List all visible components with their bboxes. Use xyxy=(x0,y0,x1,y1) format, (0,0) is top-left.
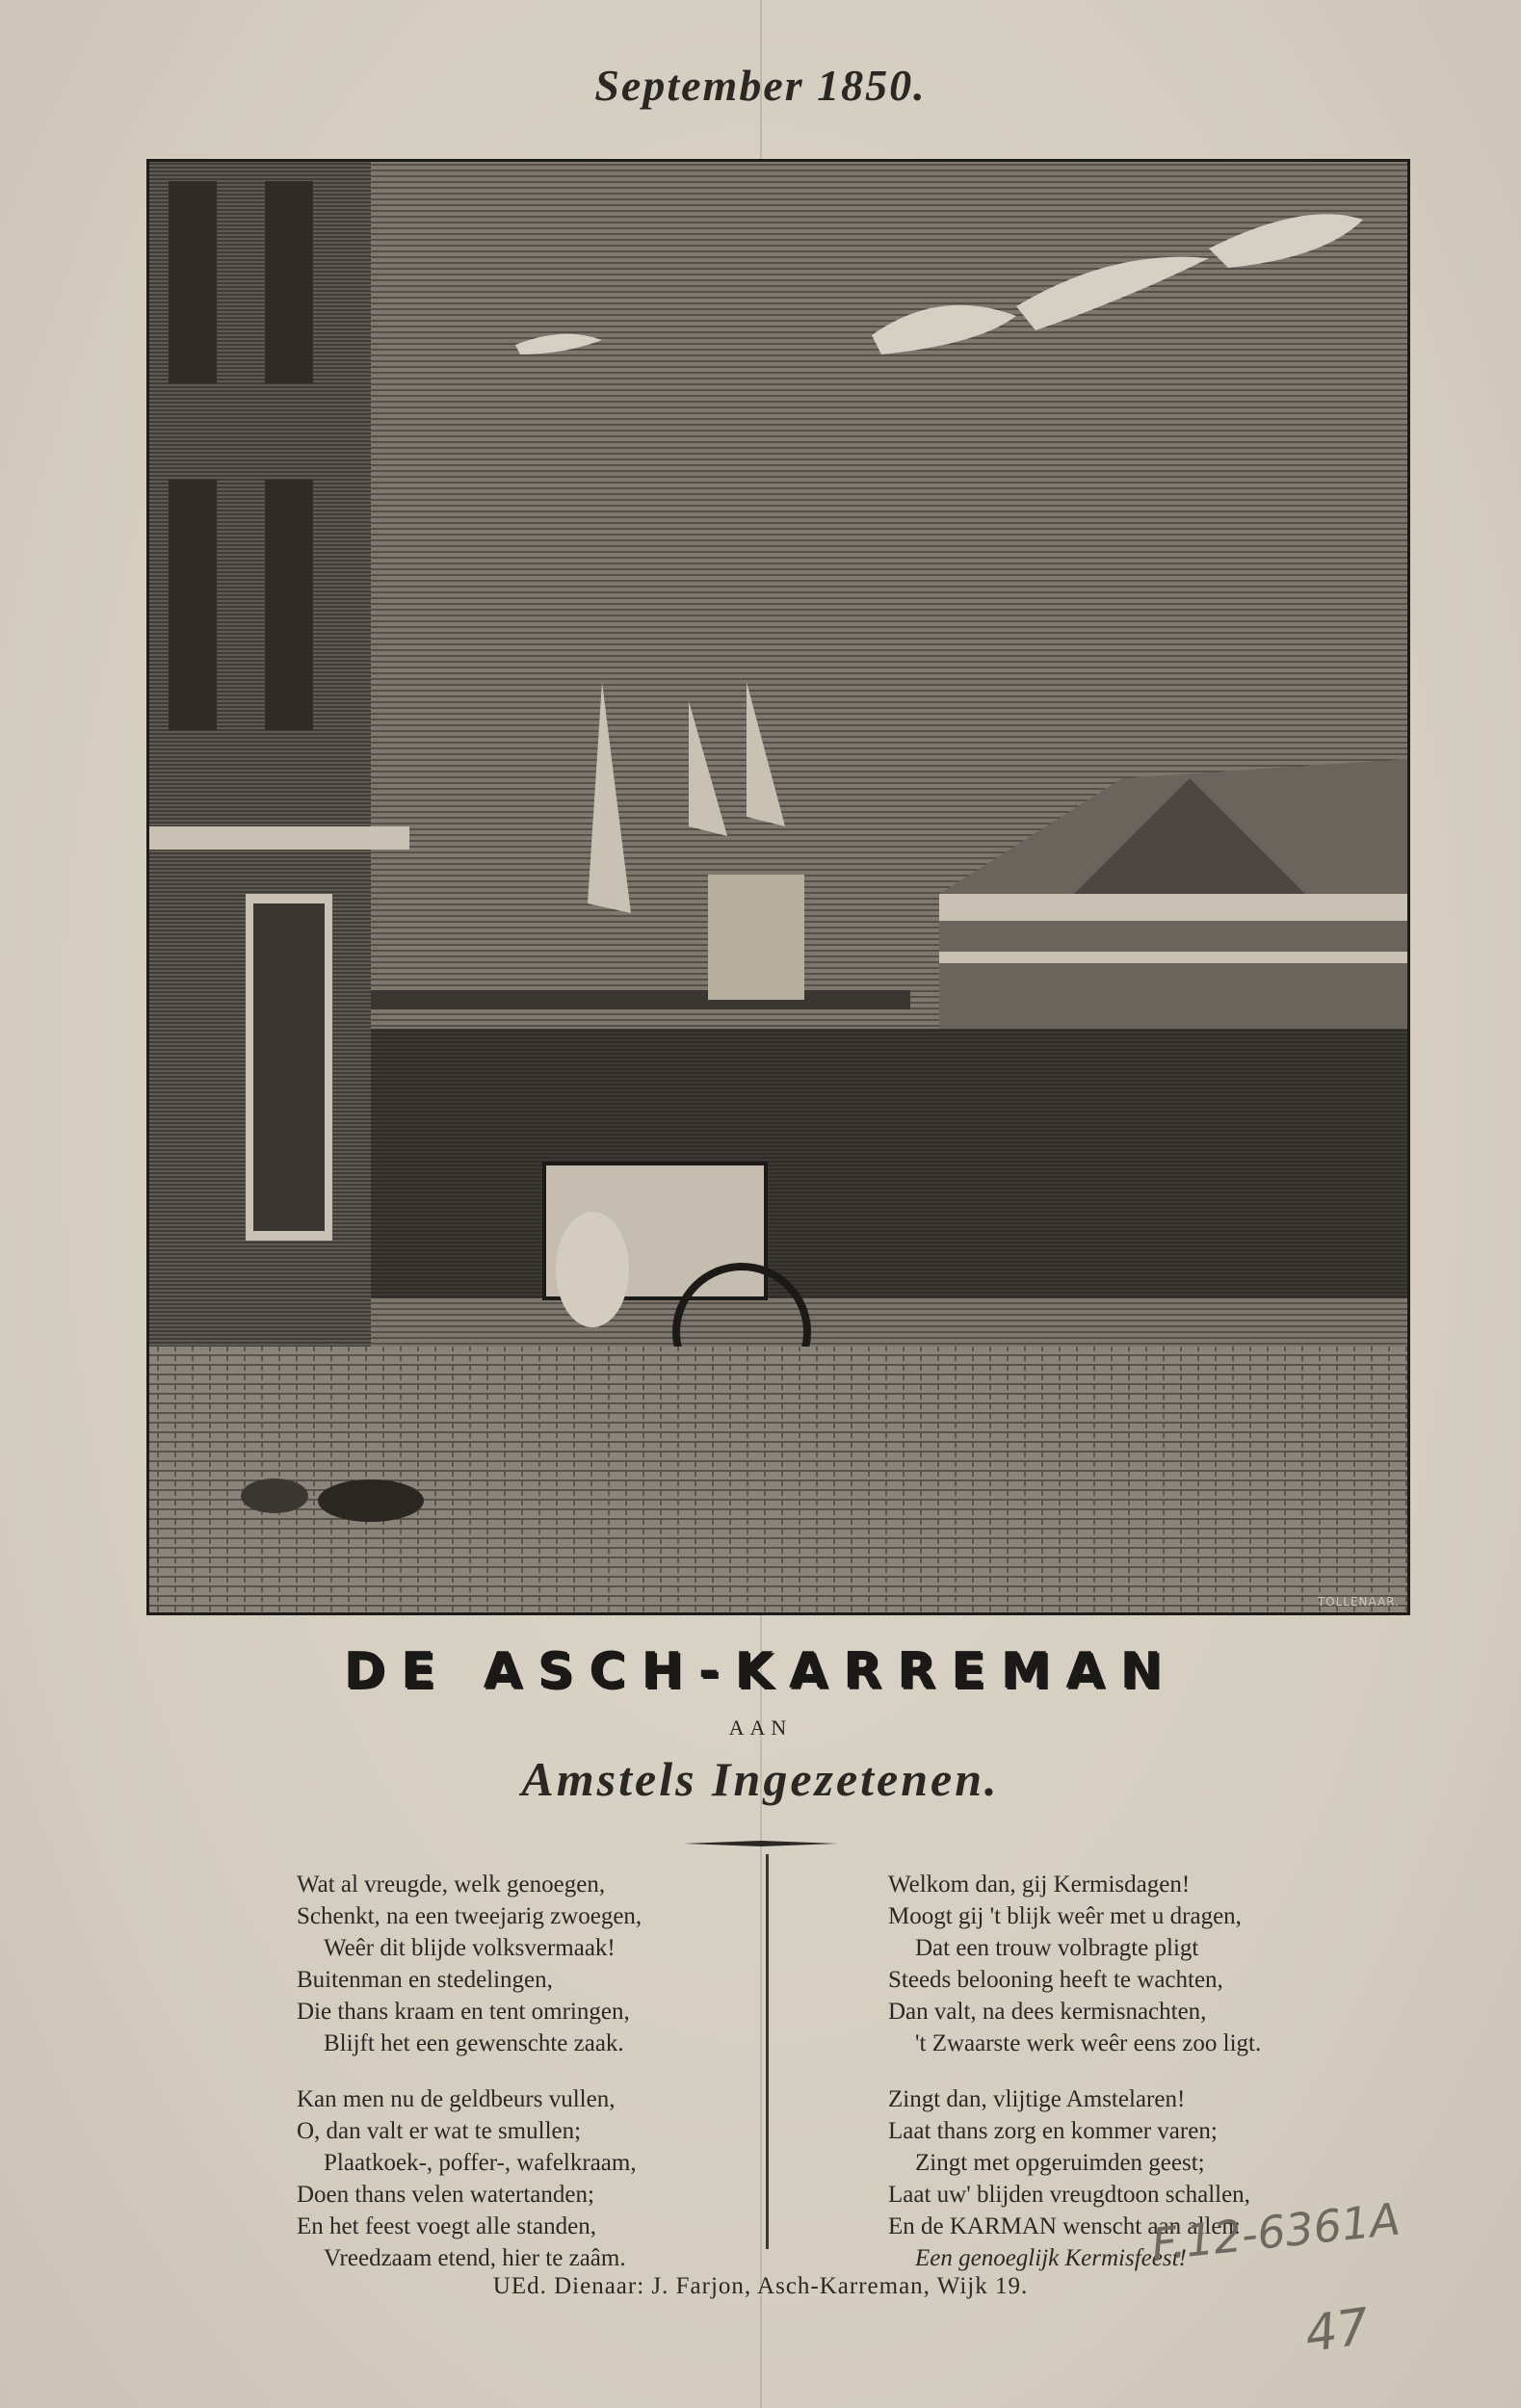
verse-line: Doen thans velen watertanden; xyxy=(297,2182,594,2208)
verse-line: Vreedzaam etend, hier te zaâm. xyxy=(324,2245,626,2271)
verse-line: Wat al vreugde, welk genoegen, xyxy=(297,1871,606,1898)
printer-footer: UEd. Dienaar: J. Farjon, Asch-Karreman, Wijk 19. xyxy=(492,2273,1029,2299)
verse-line: Zingt dan, vlijtige Amstelaren! xyxy=(888,2086,1186,2112)
verse-line: Moogt gij 't blijk weêr met u dragen, xyxy=(888,1903,1242,1929)
ornament-rule xyxy=(684,1840,838,1847)
verse-line: Zingt met opgeruimden geest; xyxy=(915,2150,1205,2176)
verse-line: Welkom dan, gij Kermisdagen! xyxy=(888,1871,1191,1898)
verse-line: Kan men nu de geldbeurs vullen, xyxy=(297,2086,616,2112)
stage-sign xyxy=(708,875,804,1000)
verse-line: O, dan valt er wat te smullen; xyxy=(297,2118,582,2144)
verse-line: Weêr dit blijde volksvermaak! xyxy=(324,1935,616,1961)
stanza xyxy=(297,1869,798,2059)
verse-line: Plaatkoek-, poffer-, wafelkraam, xyxy=(324,2150,637,2176)
verse-line: Laat uw' blijden vreugdtoon schallen, xyxy=(888,2182,1250,2208)
verse-line: Dan valt, na dees kermisnachten, xyxy=(888,1999,1207,2025)
date-heading: September 1850. xyxy=(594,61,927,110)
poem-left-column xyxy=(297,1869,798,2298)
engraver-signature: TOLLENAAR. xyxy=(1317,1595,1400,1609)
handwritten-annotation xyxy=(1148,2192,1459,2389)
subtitle: Amstels Ingezetenen. xyxy=(521,1752,1000,1806)
verse-line: En de KARMAN wenscht aan allen: xyxy=(888,2213,1241,2239)
verse-line: En het feest voegt alle standen, xyxy=(297,2213,596,2239)
carter-figure xyxy=(556,1212,629,1327)
woodcut-illustration xyxy=(146,159,1410,1615)
inventory-number: F.12-6361A xyxy=(1148,2192,1403,2271)
verse-line: Dat een trouw volbragte pligt xyxy=(915,1935,1199,1961)
stanza xyxy=(297,2083,798,2274)
verse-line: Die thans kraam en tent omringen, xyxy=(297,1999,630,2025)
main-title: DE ASCH-KARREMAN xyxy=(343,1642,1178,1700)
verse-line: Schenkt, na een tweejarig zwoegen, xyxy=(297,1903,642,1929)
verse-line: Een genoeglijk Kermisfeest! xyxy=(915,2245,1187,2271)
stanza xyxy=(888,1869,1389,2059)
title-connector: AAN xyxy=(728,1715,793,1740)
verse-line: Laat thans zorg en kommer varen; xyxy=(888,2118,1218,2144)
page-number: 47 xyxy=(1301,2297,1374,2365)
verse-line: Buitenman en stedelingen, xyxy=(297,1967,553,1993)
dog xyxy=(318,1479,424,1522)
verse-line: 't Zwaarste werk weêr eens zoo ligt. xyxy=(915,2030,1262,2056)
stage-platform xyxy=(371,990,910,1009)
cobblestone-street xyxy=(149,1347,1407,1612)
verse-line: Steeds belooning heeft te wachten, xyxy=(888,1967,1223,1993)
street-scene xyxy=(149,162,1407,1612)
dog xyxy=(241,1479,308,1513)
verse-line: Blijft het een gewenschte zaak. xyxy=(324,2030,624,2056)
